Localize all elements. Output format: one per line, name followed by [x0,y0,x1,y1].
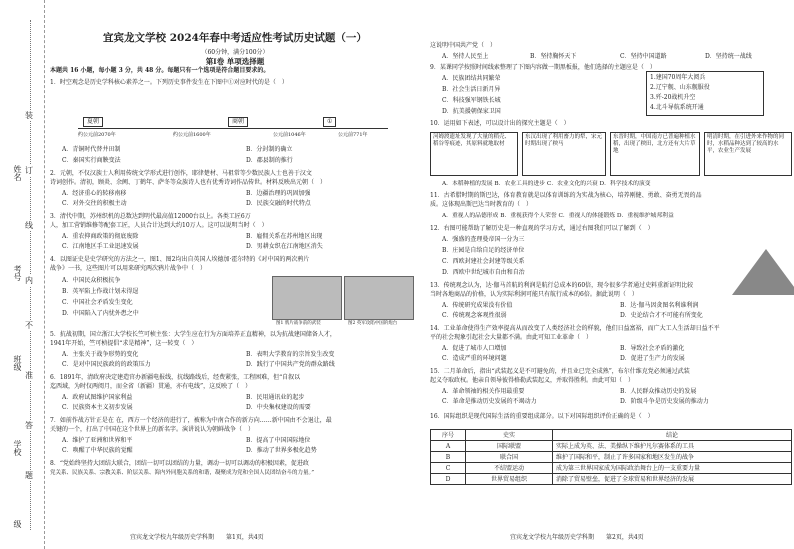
table-row [431,452,792,463]
table-cell: B [431,452,466,463]
question-text: 2．元朝，不仅汉族士人利用传统文学形式进行创作，耶律楚材、马祖常等少数民族人士也善于汉文 [50,170,312,177]
exam-title: 宜宾龙文学校 2024年春中考适应性考试历史试题（一） [103,32,367,44]
q10-card: 明清时期，在引进外来作物的同时，水稻品种达到了较高的水平，农业生产发展 [704,132,792,176]
option: B．人民群众推动历史的发展 [620,388,697,395]
question-text: 1．时空观念是历史学科核心素养之一。下列历史事件发生在下图中①对应时代的是（ ） [50,79,288,86]
option: A．中国民众积极抗争 [62,277,121,284]
class-label: 班级 [13,355,22,371]
question-text: 人，加工营销维修等配套工匠，人员合计达到大约10万人。这可以说明当时（ ） [50,222,268,229]
option: C．是对中国民族政的的政策压力 [62,361,151,368]
cut-word: 准 [25,371,33,380]
option: C．坚持中国道路 [620,53,667,60]
option: D．男耕女织在江南地区消失 [246,243,323,250]
question-text: 质。这体现出斯巴达当时教育的（ ） [430,201,533,208]
table-header: 结论 [553,430,792,441]
timeline-label: 夏朝 [83,117,103,127]
question-text: 1941年开始，竺可桢提倡“求是精神”，这一转变（ ） [50,340,198,347]
timeline-label: ① [323,117,336,127]
option: B．分封制的确立 [246,146,293,153]
option: B．边疆治理的巩固加强 [246,190,311,197]
option: A．政府试图维护国家利益 [62,394,133,401]
option: B．民用通讯业的起步 [246,394,305,401]
option: A．重农抑商政策的彻底废除 [62,233,139,240]
table-cell: 世界贸易组织 [466,474,553,485]
option: C．传统观念客观性很弱 [442,312,507,319]
option: B．提高了中国国际地位 [246,437,311,444]
option: A．民族团结共同繁荣 [442,75,501,82]
exam-meta: （60分钟，满分100分） [201,49,269,56]
timeline-date: 公元前1046年 [273,132,306,138]
table-cell: 国际联盟 [466,441,553,452]
option: A．传统研究成果没有价值 [442,302,513,309]
table-cell: 不结盟运动 [466,463,553,474]
school-label: 学校 [13,440,22,456]
option: D．践行了中国共产党的群众路线 [246,361,335,368]
question-text: 党关系、民族关系、宗教关系、阶层关系、海内外同胞关系的和谐，凝聚成为党和全国人民团结奋斗的力量。” [50,470,315,476]
question-text: 14．工业革命使得生产效率提高从而改变了人类经济社会的样貌，他们日益富裕，而广大工人生活却日益不平 [430,325,720,332]
question-text: 12．右图可能帮助了解历史是一种直观的学习方式，通过右图我们可以了解到（ ） [430,225,654,232]
option: B．达·伽马因贪图名利谁利润 [620,302,699,309]
question-text: 3．清代中期，苏州织机的总数达到明代最高值12000台以上。各类工匠6万 [50,213,251,220]
table-header: 史实 [466,430,553,441]
option: A．维护了亚洲和世界和平 [62,437,133,444]
option-row: A．本稻种植的发展 B．农业工具的进步 C．农业文化的兴衰 D．科学技术的演变 [442,181,651,187]
table-cell: 维护了国际和平，制止了许多国家和地区发生的战争 [553,452,792,463]
figure-1-image [272,276,342,320]
option: C．民族资本主义初步发展 [62,404,133,411]
binding-strip [0,0,45,549]
figure-1-caption: 图1 鸦片战争前的武装 [276,321,321,326]
table-header-row [431,430,792,441]
question-text: 10．运用如下表述，可以设计出的探究主题是（ ） [430,120,570,127]
timeline-date: 约公元前2070年 [78,132,116,138]
question-text: 这说明中国共产党（ ） [430,42,497,49]
name-label: 姓名 [13,165,22,181]
option: B．雇佣关系在苏州地区出现 [246,233,323,240]
q10-card: 东晋时期，中国南方已普遍种植水稻，出现了秧田，北方还有大片草地 [610,132,700,176]
q9-item: 2.辽宁舰、山东舰服役 [650,84,710,91]
table-cell: 成为第三世界国家成为国际政治舞台上的一支重要力量 [553,463,792,474]
table-row [431,474,792,485]
option: D．坚持统一战线 [705,53,752,60]
question-text: 8．“党始终坚持大团结大联合，团结一切可以团结的力量，调动一切可以调动的积极因素，促进政 [50,460,309,467]
option: B．坚持胸怀天下 [530,53,577,60]
cut-word: 不 [25,321,33,330]
option: B．导致社会矛盾的激化 [620,345,685,352]
q9-item: 3.歼-20战机升空 [650,94,696,101]
option: C．秦国实行商鞅变法 [62,157,121,164]
option: C．唤醒了中华民族的觉醒 [62,447,133,454]
table-cell: D [431,474,466,485]
q10-card: 河姆渡遗址发现了大量的稻壳、稻谷等痕迹，其原料就地取材 [430,132,518,176]
option: D．民族交融的时代特点 [246,200,311,207]
option: C．对外交往的积极主动 [62,200,127,207]
option: D．推动了世界多极化趋势 [246,447,317,454]
cut-word: 题 [25,471,33,480]
option: D．抗美援朝保家卫国 [442,108,501,115]
cut-word: 订 [25,166,33,175]
table-row [431,463,792,474]
feudal-pyramid-image [732,249,794,295]
option: A．青铜时代替井田制 [62,146,121,153]
question-text: 当时各地商品的价格，认为实际利润可能只有航行成本的6倍。据此说明（ ） [430,291,638,298]
q9-item: 4.北斗导航系统开通 [650,104,704,111]
page-right [430,0,794,549]
option: D．促进了生产力的发展 [620,355,685,362]
option: C．江南地区手工业迅速发展 [62,243,139,250]
cut-word: 内 [25,276,33,285]
option: C．科技强军钢铁长城 [442,97,501,104]
option: D．西欧中世纪城市自由和自治 [442,269,525,276]
timeline-label: 商朝 [228,117,248,127]
option: D．史论结合才不可能有所变化 [620,312,703,319]
option: B．英军陷上作战计划未得逞 [62,288,139,295]
option: A．促进了城市人口增加 [442,345,507,352]
number-label: 考号 [13,265,22,281]
option: D．阶级斗争是历史发展的推动力 [620,398,709,405]
option: C．西欧封建社会封建等级关系 [442,258,525,265]
footer-left: 宜宾龙文学校九年级历史学科期 第1页，共4页 [130,534,264,541]
part-intro: 本题共 16 小题，每小题 3 分，共 48 分。每题只有一个选项是符合题目要求的。 [50,67,270,74]
figure-2-image [344,276,414,320]
question-text: 4．以图证史是史学研究的方法之一，图1、图2均出自英国人埃德加·霍尔特的《对中国的两次鸦片 [50,256,310,263]
option: C．造成严重的环境问题 [442,355,507,362]
question-text: 战争》一书，这些图片可以用来研究两次鸦片战争中（ ） [50,265,207,272]
grade-label: 级 [13,520,22,528]
option: C．中国社会矛盾发生变化 [62,299,133,306]
option: A．主张关于战争形势的变化 [62,351,139,358]
question-text: 迄西域，为时仅两阅月，而全省（新疆）贯通，亦有电线”，这反映了（ ） [50,383,252,390]
option: A．坚持人民至上 [442,53,489,60]
q16-table [430,429,792,485]
option: A．革命领袖的相关作用最重要 [442,388,525,395]
question-text: 7．如前作战方针正是在 在，西方一个经济的进行了，被称为中南合作的新方向……新中国由不会退让，最 [50,417,332,424]
timeline-axis [78,128,388,129]
page-left [50,0,420,549]
question-text: 11．古希腊时期的斯巴达，体育教育就是以体育训练的为实战为核心，培养刚健、勇敢、奋勇无畏的品 [430,192,702,199]
table-cell: 实际上成为英、法、美操纵下维护凡尔赛体系的工具 [553,441,792,452]
question-text: 13．传统观念认为，达·伽马首航的利润是航行总成本的60倍，现今很多学者通过史料重新证明比较 [430,282,694,289]
table-cell: 消除了贸易壁垒，促进了全球贸易和世界经济的发展 [553,474,792,485]
option: D．郡县制的推行 [246,157,293,164]
option: A．经济重心的转移南移 [62,190,127,197]
option: B．表明大学教育的宗旨发生改变 [246,351,335,358]
q9-item: 1.建国70周年大阅兵 [650,74,706,81]
option: C．革命是推动历史发展的不竭动力 [442,398,537,405]
table-row [431,441,792,452]
question-text: 15．二月革命后，指出“武装起义是不可避免的，并且业已完全成熟”，布尔什维克党必须通过武装 [430,368,690,375]
option: B．社会生活日新月异 [442,86,501,93]
cut-word: 线 [25,221,33,230]
question-text: 诗词创作。清初，顾炎、余阙、丁鹤年、萨冬等众族诗人也有优秀诗词作品传世。材料反映出元朝（ ） [50,179,327,186]
table-cell: 联合国 [466,452,553,463]
part-heading: 第Ⅰ卷 单项选择题 [205,57,265,66]
option: A．强盛的查理曼帝国一分为三 [442,236,525,243]
question-text: 5．抗战初期，国立浙江大学校长竺可桢主张：大学生应在行为方面培养正直精神，以为抗战建国储备人才， [50,331,336,338]
table-header: 序号 [431,430,466,441]
q10-card: 东汉出现了利用畜力的犁，宋元时期出现了秧马 [522,132,606,176]
timeline-date: 公元前771年 [338,132,368,138]
question-text: 16．国际组织是现代国际生活的重要组成部分。以下对国际组织评价正确的是（ ） [430,413,654,420]
option: D．中国陷入了内忧外患之中 [62,310,139,317]
option-row: A．重视人的品德形成 B．重视获得个人荣誉 C．重视人的体能锻炼 D．重视维护城邦利益 [442,213,674,219]
question-text: 关键的一个，打出了中国在这个世界上的新名字。演讲说认为朝鲜战争（ ） [50,426,255,433]
question-text: 起义夺取政权。他亲自领导彼得格勒武装起义，并取得胜利。由此可知（ ） [430,377,635,384]
table-cell: C [431,463,466,474]
timeline [78,117,388,137]
footer-right: 宜宾龙文学校九年级历史学科期 第2页，共4页 [510,534,644,541]
table-cell: A [431,441,466,452]
cut-word: 答 [25,421,33,430]
question-text: 6．1891年，清政府决定建造官办新疆电报线，抗线路线后，经费紧张，工程困难，但“自叙以 [50,374,301,381]
option: D．中央集权建设的需要 [246,404,311,411]
cut-word: 装 [25,111,33,120]
figure-2-caption: 图2 英军攻陷中国的炮台 [348,321,398,326]
question-text: 9．某课同学按照时间线索整理了下图内容做一期黑板报，他们选择的主题应是（ ） [430,64,656,71]
q9-info-box [646,71,764,116]
timeline-date: 约公元前1600年 [173,132,211,138]
question-text: 平的社会现象引起社会大量都不满。由此可知工业革命（ ） [430,334,593,341]
option: B．庄园是自给自足的经济单位 [442,247,525,254]
